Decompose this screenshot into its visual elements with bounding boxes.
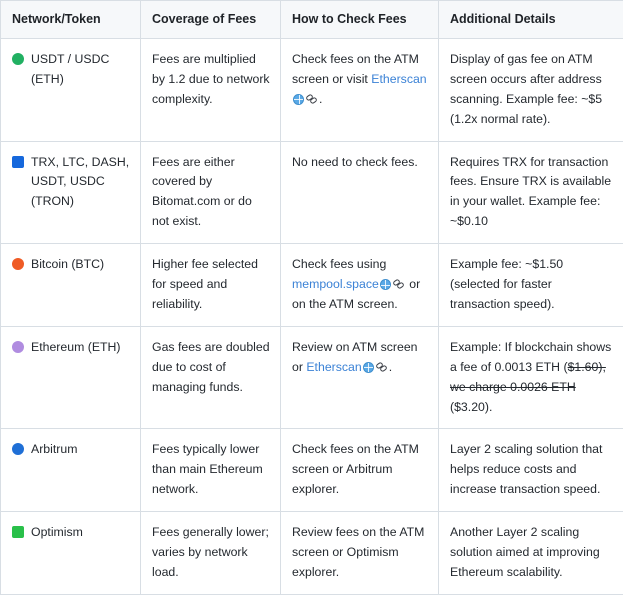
cell-how-to-check — [281, 38, 439, 141]
arbitrum-token-icon — [12, 443, 24, 455]
cell-additional-details: Requires TRX for transaction fees. Ensure TRX is available in your wallet. Example fee: ~$0.10 — [439, 141, 623, 244]
cell-network-token — [1, 429, 141, 512]
cell-coverage: Fees are multiplied by 1.2 due to network complexity. — [141, 38, 281, 141]
table-row — [1, 512, 623, 595]
cell-network-token — [1, 38, 141, 141]
token-label: Arbitrum — [31, 440, 77, 460]
details-lead: Example: If blockchain shows a fee of 0.0013 ETH ( — [450, 340, 611, 374]
etherscan-link[interactable]: Etherscan — [371, 72, 426, 86]
usdt-usdc-eth-token-icon — [12, 53, 24, 65]
table-header — [1, 1, 623, 39]
link-icon — [393, 279, 405, 290]
table-header-row — [1, 1, 623, 39]
cell-network-token — [1, 141, 141, 244]
cell-network-token — [1, 244, 141, 327]
check-text-suffix: or on the ATM screen. — [292, 277, 420, 311]
column-header-network-token: Network/Token — [1, 1, 141, 39]
tron-token-icon — [12, 156, 24, 168]
check-text-suffix: . — [389, 360, 392, 374]
cell-how-to-check: Check fees on the ATM screen or Arbitrum explorer. — [281, 429, 439, 512]
cell-how-to-check — [281, 244, 439, 327]
optimism-token-icon — [12, 526, 24, 538]
column-header-coverage-of-fees: Coverage of Fees — [141, 1, 281, 39]
cell-additional-details — [439, 326, 623, 429]
globe-icon — [293, 94, 304, 105]
link-icon — [306, 94, 318, 105]
token-label: Bitcoin (BTC) — [31, 255, 104, 275]
token-label: TRX, LTC, DASH, USDT, USDC (TRON) — [31, 153, 130, 213]
cell-additional-details: Display of gas fee on ATM screen occurs after address scanning. Example fee: ~$5 (1.2x normal rate). — [439, 38, 623, 141]
token-label: Optimism — [31, 523, 83, 543]
column-header-additional-details: Additional Details — [439, 1, 623, 39]
table-body — [1, 38, 623, 594]
details-tail: ($3.20). — [450, 400, 492, 414]
cell-network-token — [1, 326, 141, 429]
cell-network-token — [1, 512, 141, 595]
cell-coverage: Fees generally lower; varies by network load. — [141, 512, 281, 595]
check-text-suffix: . — [319, 92, 322, 106]
details-struck-text: $1.60), we charge 0.0026 ETH — [450, 360, 606, 394]
check-text-prefix: Review on ATM screen or — [292, 340, 418, 374]
cell-coverage: Fees are either covered by Bitomat.com or do not exist. — [141, 141, 281, 244]
token-label: Ethereum (ETH) — [31, 338, 121, 358]
cell-coverage: Fees typically lower than main Ethereum network. — [141, 429, 281, 512]
cell-coverage: Higher fee selected for speed and reliability. — [141, 244, 281, 327]
table-row — [1, 244, 623, 327]
check-text-prefix: Check fees using — [292, 257, 386, 271]
globe-icon — [380, 279, 391, 290]
mempool-space-link[interactable]: mempool.space — [292, 277, 379, 291]
cell-additional-details: Layer 2 scaling solution that helps reduce costs and increase transaction speed. — [439, 429, 623, 512]
cell-coverage: Gas fees are doubled due to cost of managing funds. — [141, 326, 281, 429]
token-label: USDT / USDC (ETH) — [31, 50, 130, 90]
cell-how-to-check — [281, 326, 439, 429]
ethereum-token-icon — [12, 341, 24, 353]
cell-how-to-check: No need to check fees. — [281, 141, 439, 244]
column-header-how-to-check-fees: How to Check Fees — [281, 1, 439, 39]
table-row — [1, 326, 623, 429]
link-icon — [376, 362, 388, 373]
check-text-prefix: Check fees on the ATM screen or visit — [292, 52, 419, 86]
table-row — [1, 141, 623, 244]
globe-icon — [363, 362, 374, 373]
cell-additional-details: Example fee: ~$1.50 (selected for faster transaction speed). — [439, 244, 623, 327]
cell-additional-details: Another Layer 2 scaling solution aimed at improving Ethereum scalability. — [439, 512, 623, 595]
etherscan-link[interactable]: Etherscan — [306, 360, 361, 374]
cell-how-to-check: Review fees on the ATM screen or Optimism explorer. — [281, 512, 439, 595]
table-row — [1, 429, 623, 512]
bitcoin-token-icon — [12, 258, 24, 270]
table-row — [1, 38, 623, 141]
